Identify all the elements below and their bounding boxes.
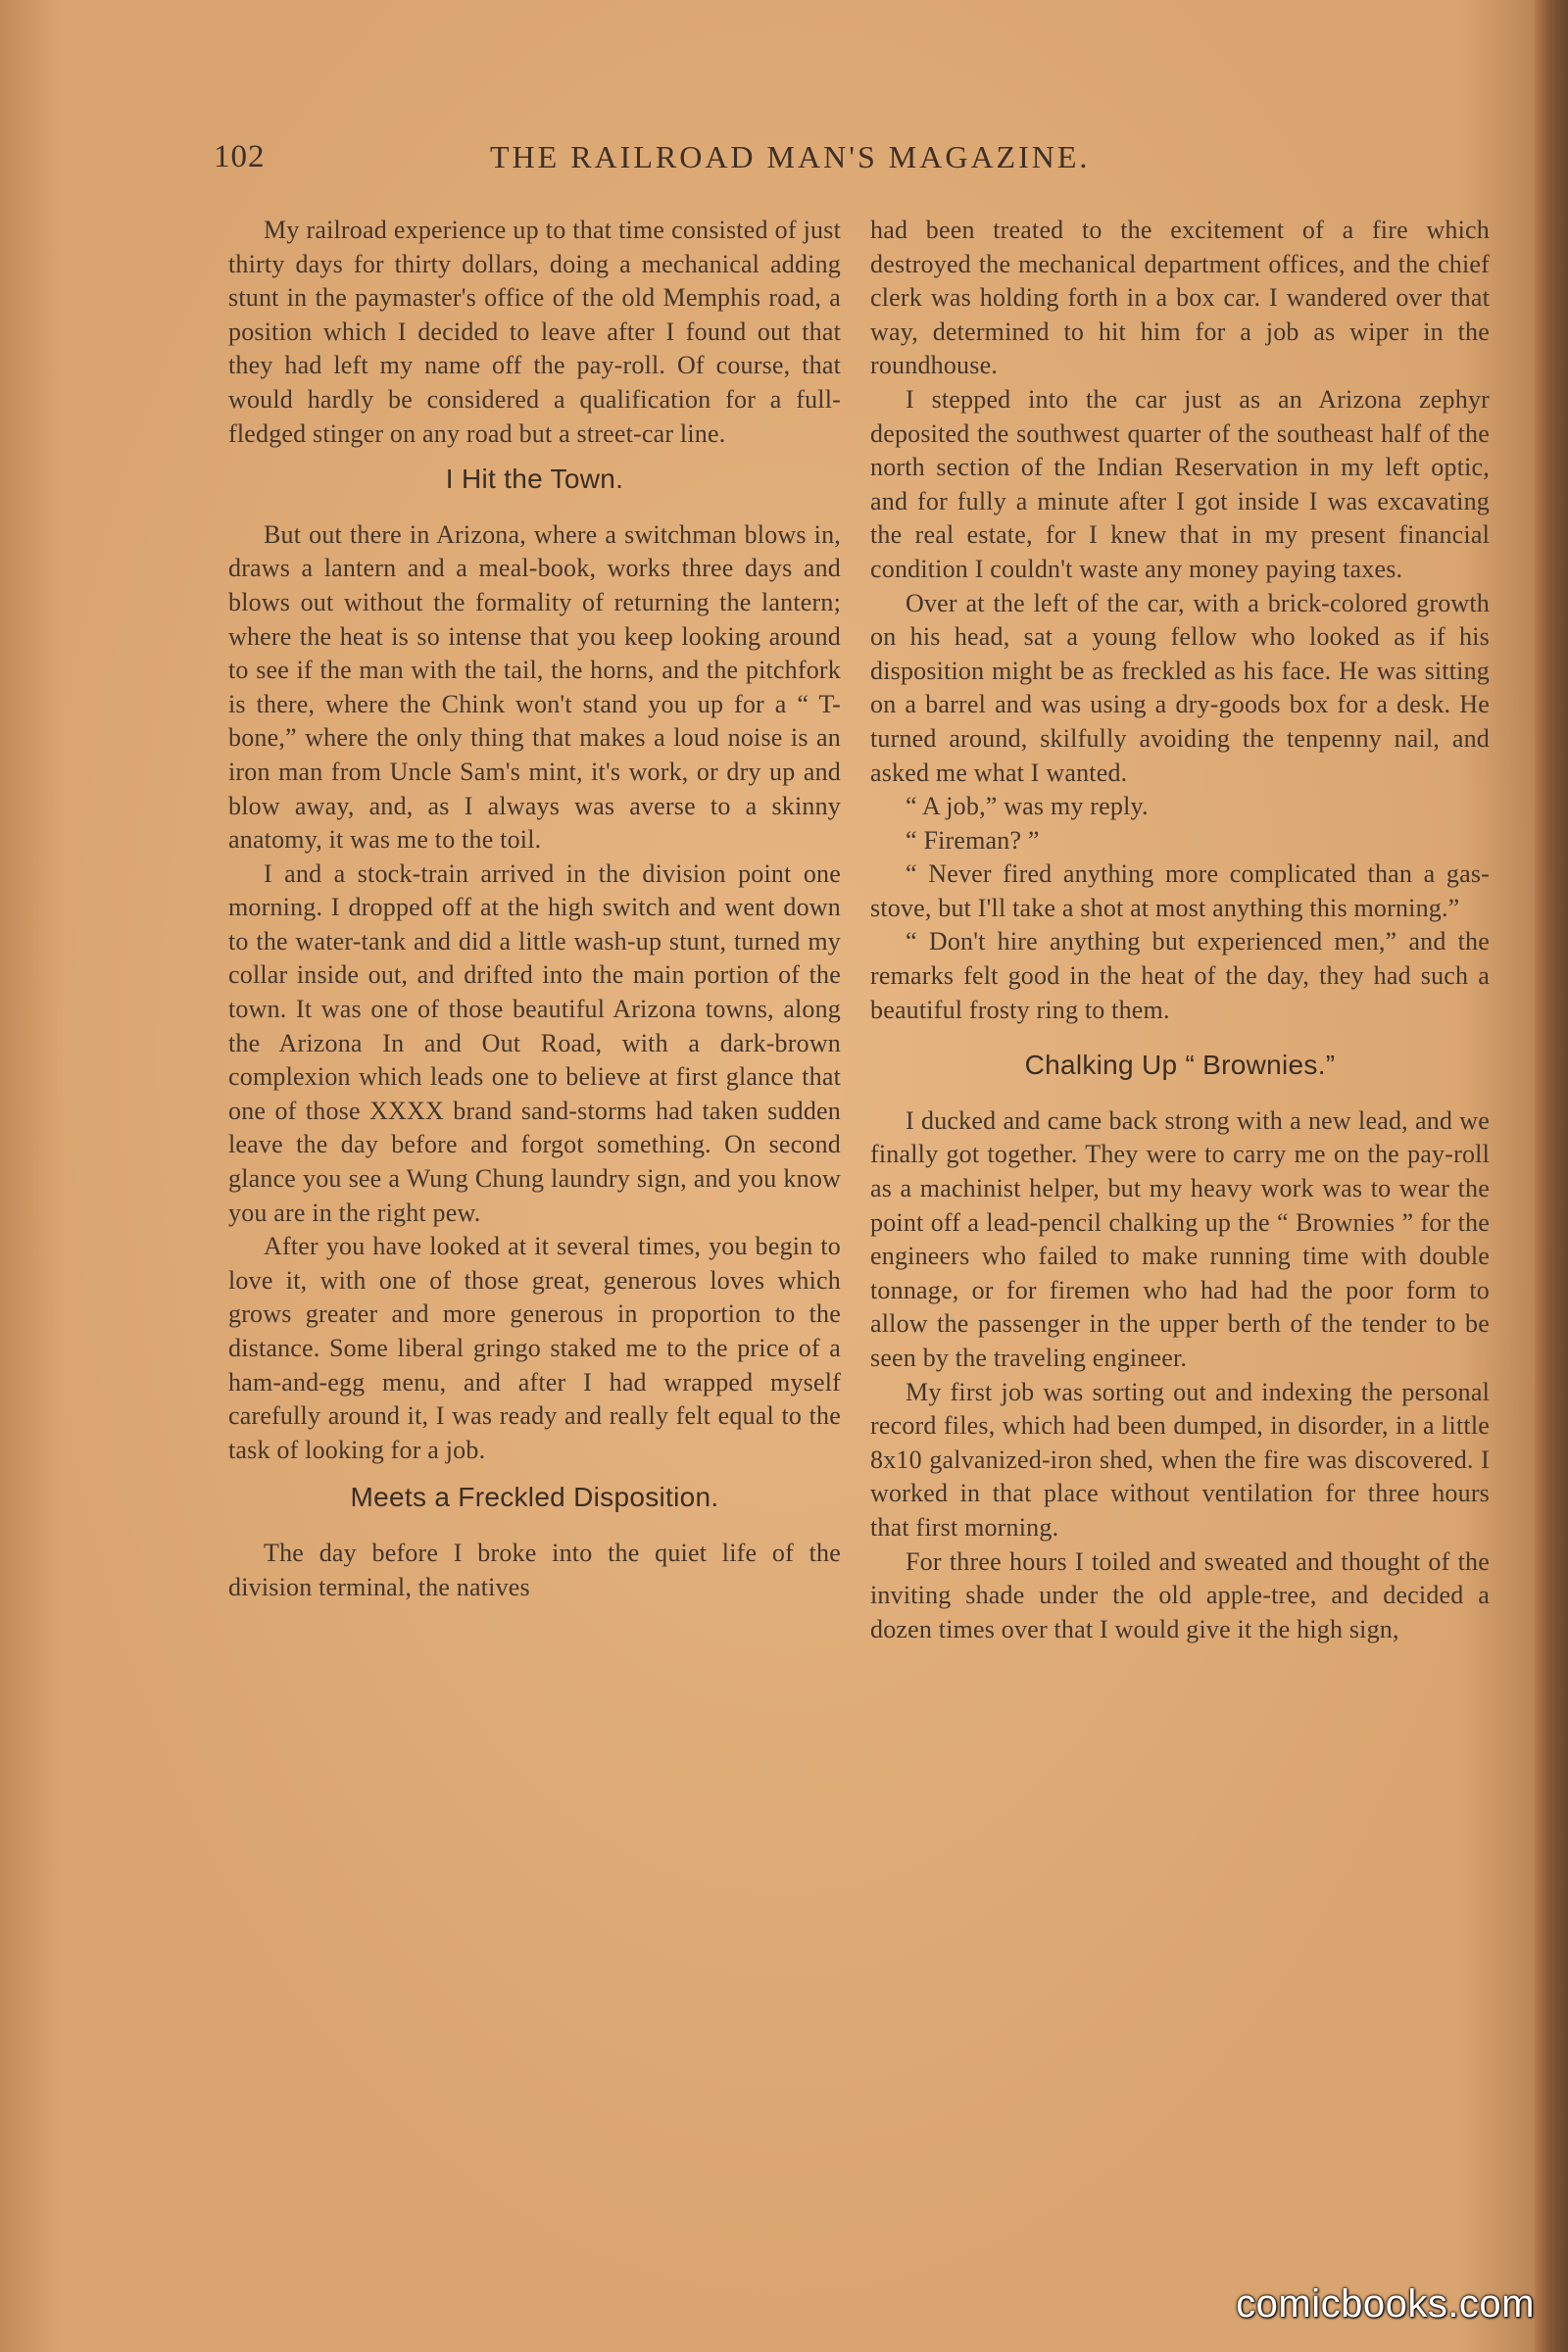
page-binding-edge: [1535, 0, 1568, 2352]
paragraph: “ Never fired anything more complicated than a gas-stove, but I'll take a shot at most anything this morning.”: [870, 859, 1490, 922]
paragraph: After you have looked at it several times, you begin to love it, with one of those great, generous loves which grows greater and more generous in proportion to the distance. Some liberal gringo staked me to the price of a ham-and-egg menu, and after I had wrapped myself carefully around it, I was ready and really felt equal to the task of looking for a job.: [228, 1232, 841, 1464]
paragraph: “ Don't hire anything but experienced men,” and the remarks felt good in the heat of the day, they had such a beautiful frosty ring to them.: [870, 927, 1490, 1024]
paragraph: had been treated to the excitement of a fire which destroyed the mechanical department offices, and the chief clerk was holding forth in a box car. I wandered over that way, determined to hit him for a job as wiper in the roundhouse.: [870, 216, 1490, 380]
section-heading: Chalking Up “ Brownies.”: [1024, 1050, 1336, 1081]
section-heading: Meets a Freckled Disposition.: [350, 1482, 719, 1513]
paragraph: My first job was sorting out and indexing the personal record files, which had been dumped, in disorder, in a little 8x10 galvanized-iron shed, when the fire was discovered. I worked in that place without ventilation for three hours that first morning.: [870, 1377, 1490, 1542]
paragraph: For three hours I toiled and sweated and thought of the inviting shade under the old apple-tree, and decided a dozen times over that I would give it the high sign,: [870, 1546, 1490, 1643]
paragraph: But out there in Arizona, where a switchman blows in, draws a lantern and a meal-book, works three days and blows out without the formality of returning the lantern; where the heat is so intense that you keep looking around to see if the man with the tail, the horns, and the pitchfork is there, where the Chink won't stand you up for a “ T-bone,” where the only thing that makes a loud noise is an iron man from Uncle Sam's mint, it's work, or dry up and blow away, and, as I always was averse to a skinny anatomy, it was me to the toil.: [228, 519, 841, 855]
paragraph: Over at the left of the car, with a brick-colored growth on his head, sat a young fellow who looked as if his disposition might be as freckled as his face. He was sitting on a barrel and was using a dry-goods box for a desk. He turned around, skilfully avoiding the tenpenny nail, and asked me what I wanted.: [870, 588, 1490, 787]
watermark-logo: comicbooks.com: [1236, 2282, 1535, 2326]
running-header: [214, 139, 1194, 182]
left-column: [228, 214, 841, 1604]
paragraph: I and a stock-train arrived in the division point one morning. I dropped off at the high switch and went down to the water-tank and did a little wash-up stunt, turned my collar inside out, and drifted into the main portion of the town. It was one of those beautiful Arizona towns, along the Arizona In and Out Road, with a dark-brown complexion which leads one to believe at first glance that one of those XXXX brand sand-storms had taken sudden leave the day before and forgot something. On second glance you see a Wung Chung laundry sign, and you know you are in the right pew.: [228, 858, 841, 1227]
paragraph: “ A job,” was my reply.: [906, 792, 1149, 821]
paragraph: I ducked and came back strong with a new lead, and we finally got together. They were to carry me on the pay-roll as a machinist helper, but my heavy work was to wear the point off a lead-pencil chalking up the “ Brownies ” for the engineers who failed to make running time with double tonnage, or for firemen who had had the poor form to allow the passenger in the upper berth of the tender to be seen by the traveling engineer.: [870, 1105, 1490, 1372]
section-heading: I Hit the Town.: [445, 464, 624, 495]
magazine-title: THE RAILROAD MAN'S MAGAZINE.: [490, 139, 1091, 174]
paragraph: I stepped into the car just as an Arizona zephyr deposited the southwest quarter of the southeast half of the north section of the Indian Reservation in my left optic, and for fully a minute after I got inside I was excavating the real estate, for I knew that in my present financial condition I couldn't waste any money paying taxes.: [870, 384, 1490, 583]
right-column: [870, 214, 1490, 1646]
paragraph: “ Fireman? ”: [906, 825, 1040, 855]
paragraph: The day before I broke into the quiet life of the division terminal, the natives: [228, 1538, 841, 1601]
paragraph: My railroad experience up to that time consisted of just thirty days for thirty dollars, doing a mechanical adding stunt in the paymaster's office of the old Memphis road, a position which I decided to leave after I found out that they had left my name off the pay-roll. Of course, that would hardly be considered a qualification for a full-fledged stinger on any road but a street-car line.: [228, 216, 841, 448]
page-number: 102: [214, 139, 266, 174]
